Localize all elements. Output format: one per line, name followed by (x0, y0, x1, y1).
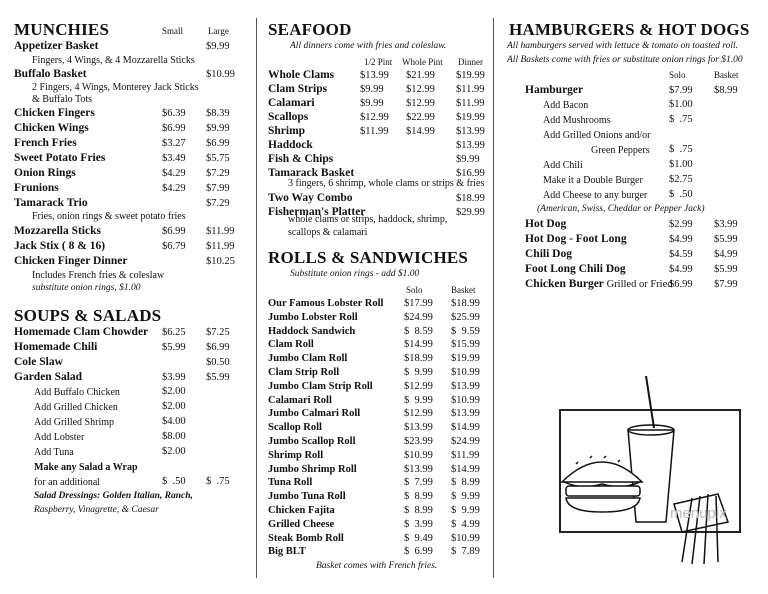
menu-item-name: Homemade Chili (14, 341, 98, 353)
menu-item-price: $ 6.99 (404, 546, 433, 558)
addon-name: Add Cheese to any burger (543, 190, 648, 201)
menu-item-price: $12.99 (404, 380, 433, 392)
burgers-col-solo: Solo (669, 70, 686, 80)
addon-name: Add Mushrooms (543, 115, 611, 126)
addon-name: Add Grilled Shrimp (34, 417, 114, 428)
chicken-burger-extra: Grilled or Fried (606, 279, 673, 290)
addon-price: $2.75 (669, 174, 693, 185)
salad-dressings-2: Raspberry, Vinagrette, & Caesar (34, 505, 159, 515)
menu-item-name: Shrimp Roll (268, 449, 324, 461)
menu-item-price: $13.99 (451, 380, 480, 392)
wrap-sub: for an additional (34, 477, 101, 488)
menu-item-price: $12.99 (406, 98, 435, 109)
menu-item-price: $3.99 (714, 219, 738, 230)
menu-item-price: $ 8.99 (451, 477, 480, 489)
burgers-note-1: All hamburgers served with lettuce & tomato on toasted roll. (507, 41, 738, 51)
seafood-col-whole: Whole Pint (402, 57, 443, 67)
menu-item-price: $10.25 (206, 256, 235, 267)
addon-name: Add Lobster (34, 432, 85, 443)
menu-item-name: Steak Bomb Roll (268, 532, 344, 544)
menu-item-price: $ 9.99 (451, 491, 480, 503)
menu-item-price: $5.75 (206, 153, 230, 164)
menu-item-name: Jumbo Calmari Roll (268, 408, 361, 420)
menu-item-name: Fisherman's Platter (268, 206, 366, 218)
menu-item-name: Cole Slaw (14, 356, 63, 368)
burgers-col-basket: Basket (714, 70, 739, 80)
menu-item-price: $11.99 (360, 126, 389, 137)
addon-name: Add Grilled Onions and/or (543, 130, 651, 141)
menu-item-price: $ 9.99 (404, 367, 433, 378)
menu-item-price: $6.25 (162, 327, 186, 338)
menu-item-name: Frunions (14, 182, 59, 194)
menu-item-price: $22.99 (406, 112, 435, 123)
menu-item-name: Two Way Combo (268, 192, 353, 204)
menu-item-price: $ 9.99 (404, 394, 433, 406)
menu-item-name: Clam Strip Roll (268, 367, 340, 378)
menu-item-price: $8.39 (206, 108, 230, 119)
menu-item-price: $13.99 (451, 408, 480, 420)
seafood-title: SEAFOOD (268, 20, 352, 39)
menu-item-price: $19.99 (456, 70, 485, 81)
menu-item-name: Jumbo Clam Roll (268, 353, 348, 365)
menu-item-price: $13.99 (456, 126, 485, 137)
menu-item-price: $19.99 (451, 353, 480, 365)
menu-item-price: $ 8.99 (404, 491, 433, 503)
menu-item-price: $3.27 (162, 138, 186, 149)
munchies-title: MUNCHIES (14, 20, 110, 39)
menu-item-price: $29.99 (456, 207, 485, 218)
menu-item-price: $24.99 (451, 436, 480, 447)
menu-item-price: $ 7.99 (404, 477, 433, 489)
menu-item-name: Jumbo Shrimp Roll (268, 463, 357, 475)
menu-item-name: Grilled Cheese (268, 518, 335, 530)
menu-item-name: Sweet Potato Fries (14, 152, 106, 164)
menu-item-name: Chicken Fajita (268, 505, 335, 516)
addon-name: Add Buffalo Chicken (34, 387, 120, 398)
menu-item-price: $12.99 (406, 84, 435, 95)
menu-item-name: Jack Stix ( 8 & 16) (14, 240, 106, 252)
menu-item-price: $4.59 (669, 249, 693, 260)
item-description: Fingers, 4 Wings, & 4 Mozzarella Sticks (32, 55, 195, 66)
menu-item-price: $9.99 (360, 98, 384, 109)
menu-item-name: Hamburger (525, 84, 584, 96)
menu-item-price: $17.99 (404, 298, 433, 309)
menu-item-price: $18.99 (451, 298, 480, 309)
menu-item-name: Jumbo Scallop Roll (268, 436, 356, 447)
menu-item-price: $11.99 (456, 98, 485, 109)
menu-item-name: Scallop Roll (268, 422, 322, 434)
menu-item-price: $10.99 (206, 69, 235, 80)
menu-item-price: $5.99 (162, 342, 186, 353)
menu-item-price: $8.99 (714, 85, 738, 96)
item-description: scallops & calamari (288, 227, 368, 238)
menu-item-name: Foot Long Chili Dog (525, 263, 626, 275)
menu-item-price: $10.99 (451, 394, 480, 406)
menu-item-price: $16.99 (456, 168, 485, 179)
menu-item-name: Clam Strips (268, 83, 328, 95)
menu-item-name (525, 278, 672, 290)
menu-item-price: $11.99 (451, 449, 480, 461)
menu-item-name: Appetizer Basket (14, 40, 99, 52)
menu-item-name: Garden Salad (14, 371, 83, 383)
menu-item-price: $21.99 (406, 70, 435, 81)
item-note: substitute onion rings, $1.00 (32, 283, 141, 293)
menu-item-price: $5.99 (714, 264, 738, 275)
menu-item-price: $19.99 (456, 112, 485, 123)
menu-item-price: $5.99 (714, 234, 738, 245)
seafood-col-half: 1/2 Pint (364, 57, 393, 67)
menu-item-price: $18.99 (456, 193, 485, 204)
seafood-col-dinner: Dinner (458, 57, 483, 67)
rolls-footer: Basket comes with French fries. (316, 561, 438, 571)
rolls-note: Substitute onion rings - add $1.00 (290, 269, 420, 279)
menu-item-name: Haddock (268, 139, 313, 151)
menu-item-price: $4.29 (162, 168, 186, 179)
menu-item-name: Hot Dog (525, 218, 567, 230)
menu-item-price: $6.99 (162, 123, 186, 134)
menu-item-price: $14.99 (406, 126, 435, 137)
menu-item-price: $0.50 (206, 357, 230, 368)
menu-item-name: Chili Dog (525, 248, 572, 260)
menu-item-name: Onion Rings (14, 167, 76, 179)
menu-item-price: $7.99 (669, 85, 693, 96)
menu-item-price: $ 9.59 (451, 325, 480, 337)
menu-item-price: $14.99 (451, 463, 480, 475)
menu-item-price: $4.99 (714, 249, 738, 260)
menu-item-name: Jumbo Clam Strip Roll (268, 380, 373, 392)
rolls-col-basket: Basket (451, 285, 476, 295)
menu-item-price: $23.99 (404, 436, 433, 447)
addon-name: Add Tuna (34, 447, 74, 458)
menu-item-price: $7.99 (714, 279, 738, 290)
menu-item-name: Jumbo Tuna Roll (268, 491, 346, 503)
menu-item-name: Clam Roll (268, 339, 314, 351)
watermark: menupix (670, 505, 727, 522)
menu-item-name: Chicken Fingers (14, 107, 95, 119)
menu-item-price: $3.99 (162, 372, 186, 383)
burger-illustration (542, 372, 748, 572)
menu-item-price: $12.99 (404, 408, 433, 420)
addon-price: $4.00 (162, 416, 186, 427)
menu-item-price: $10.99 (404, 449, 433, 461)
menu-item-price: $ 3.99 (404, 518, 433, 530)
addon-price: $2.00 (162, 401, 186, 412)
menu-item-price: $ 4.99 (451, 518, 480, 530)
wrap-price-large: $ .75 (206, 476, 230, 487)
addon-name: Make it a Double Burger (543, 175, 643, 186)
menu-item-price: $9.99 (206, 123, 230, 134)
item-description: 3 fingers, 6 shrimp, whole clams or strips & fries (288, 178, 485, 189)
menu-item-name: French Fries (14, 137, 77, 149)
menu-item-price: $15.99 (451, 339, 480, 351)
cheese-note: (American, Swiss, Cheddar or Pepper Jack) (537, 204, 705, 214)
menu-item-price: $6.39 (162, 108, 186, 119)
menu-item-price: $6.99 (669, 279, 693, 290)
chicken-burger-name: Chicken Burger (525, 278, 604, 290)
menu-item-price: $14.99 (451, 422, 480, 434)
menu-item-price: $10.99 (451, 367, 480, 378)
addon-price: $1.00 (669, 159, 693, 170)
burger-patty (566, 486, 640, 496)
column-divider (493, 18, 494, 578)
munchies-col-large: Large (208, 26, 229, 36)
menu-item-price: $13.99 (404, 463, 433, 475)
menu-item-name: Mozzarella Sticks (14, 225, 101, 237)
wrap-price-small: $ .50 (162, 476, 186, 487)
menu-item-price: $ 8.99 (404, 505, 433, 516)
menu-item-price: $6.99 (162, 226, 186, 237)
menu-item-price: $9.99 (456, 154, 480, 165)
item-description: whole clams or strips, haddock, shrimp, (288, 214, 448, 225)
addon-price: $1.00 (669, 99, 693, 110)
menu-item-name: Fish & Chips (268, 153, 334, 165)
menu-item-price: $11.99 (456, 84, 485, 95)
menu-item-price: $7.29 (206, 198, 230, 209)
menu-item-price: $12.99 (360, 112, 389, 123)
menu-item-price: $24.99 (404, 311, 433, 323)
salad-dressings: Salad Dressings: Golden Italian, Ranch, (34, 491, 193, 501)
addon-name: Add Grilled Chicken (34, 402, 118, 413)
menu-item-name: Calamari Roll (268, 394, 332, 406)
menu-item-name: Chicken Wings (14, 122, 89, 134)
menu-item-price: $ 9.49 (404, 532, 433, 544)
menu-item-price: $11.99 (206, 241, 235, 252)
item-description: Includes French fries & coleslaw (32, 270, 165, 281)
munchies-col-small: Small (162, 26, 184, 36)
menu-item-price: $7.25 (206, 327, 230, 338)
soups-title: SOUPS & SALADS (14, 306, 162, 325)
menu-item-price: $13.99 (456, 140, 485, 151)
burgers-title: HAMBURGERS & HOT DOGS (509, 20, 750, 39)
menu-item-name: Chicken Finger Dinner (14, 255, 128, 267)
menu-item-price: $5.99 (206, 372, 230, 383)
menu-item-name: Tuna Roll (268, 477, 313, 489)
menu-item-price: $4.29 (162, 183, 186, 194)
menu-item-name: Scallops (268, 111, 309, 123)
menu-item-price: $6.99 (206, 342, 230, 353)
addon-name: Add Chili (543, 160, 583, 171)
addon-price: $2.00 (162, 386, 186, 397)
menu-item-price: $10.99 (451, 532, 480, 544)
menu-item-name: Jumbo Lobster Roll (268, 311, 358, 323)
menu-item-price: $9.99 (206, 41, 230, 52)
addon-name: Add Bacon (543, 100, 589, 111)
menu-item-price: $13.99 (360, 70, 389, 81)
menu-item-price: $6.79 (162, 241, 186, 252)
menu-item-price: $14.99 (404, 339, 433, 351)
addon-price: $8.00 (162, 431, 186, 442)
menu-item-name: Shrimp (268, 125, 306, 137)
addon-price: $ .50 (669, 189, 693, 200)
menu-item-price: $9.99 (360, 84, 384, 95)
addon-price: $2.00 (162, 446, 186, 457)
menu-item-price: $4.99 (669, 234, 693, 245)
addon-price: $ .75 (669, 114, 693, 125)
menu-item-price: $11.99 (206, 226, 235, 237)
menu-item-price: $6.99 (206, 138, 230, 149)
menu-item-name: Tamarack Basket (268, 167, 355, 179)
menu-item-price: $18.99 (404, 353, 433, 365)
menu-item-name: Haddock Sandwich (268, 325, 356, 337)
menu-item-price: $4.99 (669, 264, 693, 275)
menu-item-price: $7.99 (206, 183, 230, 194)
item-description: Fries, onion rings & sweet potato fries (32, 211, 186, 222)
menu-item-price: $13.99 (404, 422, 433, 434)
burgers-note-2: All Baskets come with fries or substitute onion rings for $1.00 (507, 55, 743, 65)
menu-item-name: Whole Clams (268, 69, 335, 81)
menu-item-price: $ 7.89 (451, 546, 480, 558)
menu-item-price: $3.49 (162, 153, 186, 164)
menu-item-name: Big BLT (268, 546, 306, 558)
menu-item-price: $ 9.99 (451, 505, 480, 516)
menu-item-price: $2.99 (669, 219, 693, 230)
addon-price: $ .75 (669, 144, 693, 155)
item-description: 2 Fingers, 4 Wings, Monterey Jack Sticks (32, 82, 199, 93)
item-description: & Buffalo Tots (32, 94, 93, 105)
seafood-note: All dinners come with fries and coleslaw. (290, 41, 447, 51)
menu-item-name: Hot Dog - Foot Long (525, 233, 627, 245)
addon-name: Green Peppers (591, 145, 650, 156)
menu-item-name: Buffalo Basket (14, 68, 87, 80)
rolls-title: ROLLS & SANDWICHES (268, 248, 469, 267)
menu-item-price: $ 8.59 (404, 325, 433, 337)
menu-item-price: $25.99 (451, 311, 480, 323)
menu-item-name: Our Famous Lobster Roll (268, 298, 384, 309)
column-divider (256, 18, 257, 578)
menu-item-name: Homemade Clam Chowder (14, 326, 149, 338)
menu-item-name: Calamari (268, 97, 315, 109)
menu-item-price: $7.29 (206, 168, 230, 179)
wrap-label: Make any Salad a Wrap (34, 462, 138, 473)
rolls-col-solo: Solo (406, 285, 423, 295)
menu-item-name: Tamarack Trio (14, 197, 88, 209)
